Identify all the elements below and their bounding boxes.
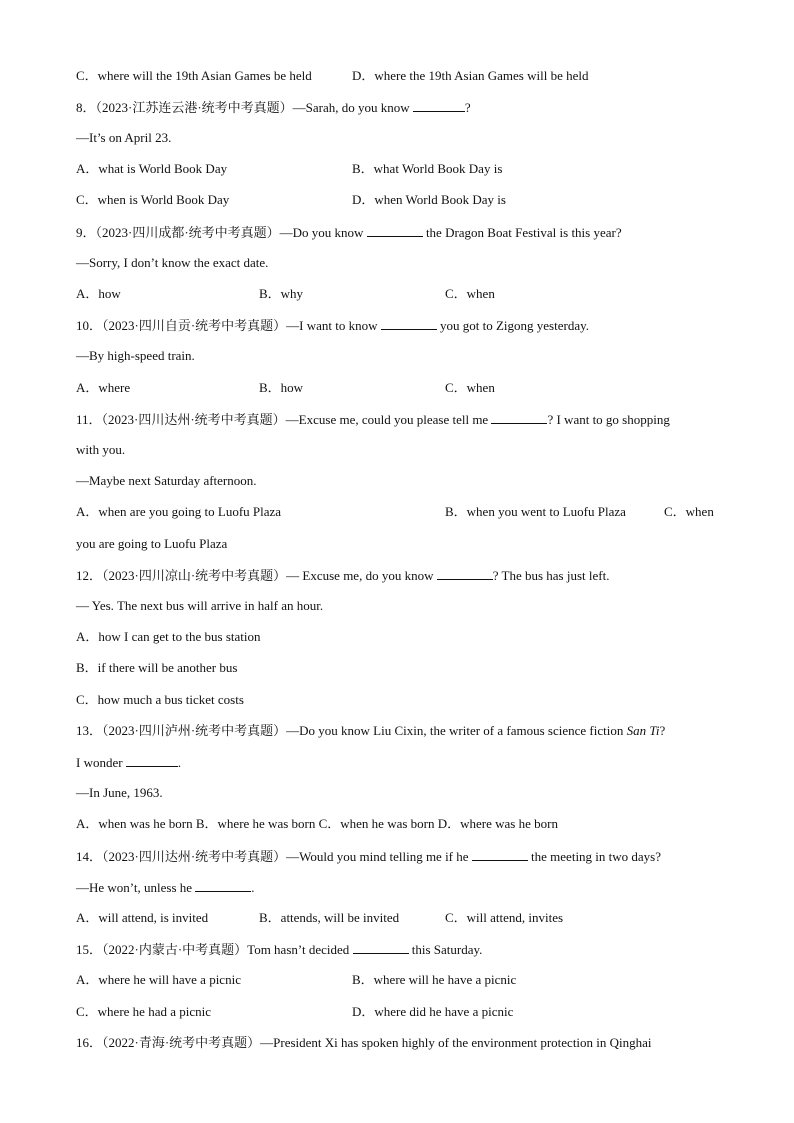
q15-stem-end: this Saturday. — [411, 942, 483, 957]
q10-blank — [381, 316, 437, 330]
q14-blank-1 — [472, 847, 528, 861]
q8-option-d: D．when World Book Day is — [352, 192, 506, 207]
q11-option-b: B．when you went to Luofu Plaza — [445, 504, 626, 519]
q8-blank — [413, 98, 465, 112]
q15-option-a: A．where he will have a picnic — [76, 972, 241, 987]
q14-blank-2 — [195, 878, 251, 892]
q15-stem — [76, 940, 482, 959]
q9-option-c: C．when — [445, 286, 495, 301]
q13-stem-cont-text: I wonder — [76, 755, 123, 770]
q8-stem-text: 8．（2023·江苏连云港·统考中考真题）—Sarah, do you know — [76, 100, 410, 115]
q10-stem-end: you got to Zigong yesterday. — [440, 318, 590, 333]
q11-option-c: C．when — [664, 504, 714, 519]
q10-stem — [76, 316, 589, 335]
q10-option-b: B．how — [259, 380, 304, 395]
q13-stem-cont-end: . — [177, 755, 182, 770]
q13-stem-cont — [76, 753, 181, 772]
q16-stem: 16．（2022·青海·统考中考真题）—President Xi has spoken highly of the environment protection in Qinghai — [76, 1035, 652, 1050]
q14-option-a: A．will attend, is invited — [76, 910, 209, 925]
q12-stem — [76, 566, 609, 585]
q8-option-a: A．what is World Book Day — [76, 161, 228, 176]
q14-stem — [76, 847, 661, 866]
q7-option-c: C．where will the 19th Asian Games be held — [76, 68, 312, 83]
q7-option-d: D．where the 19th Asian Games will be held — [352, 68, 589, 83]
q8-stem — [76, 98, 471, 117]
q15-option-d: D．where did he have a picnic — [352, 1004, 514, 1019]
q11-stem — [76, 410, 670, 429]
q9-option-b: B．why — [259, 286, 304, 301]
q11-option-a: A．when are you going to Luofu Plaza — [76, 504, 282, 519]
q10-stem-text: 10．（2023·四川自贡·统考中考真题）—I want to know — [76, 318, 378, 333]
q14-option-c: C．will attend, invites — [445, 910, 564, 925]
q14-stem-text: 14．（2023·四川达州·统考中考真题）—Would you mind telling me if he — [76, 849, 469, 864]
q13-reply: —In June, 1963. — [76, 785, 163, 800]
q13-book-title: San Ti — [626, 723, 660, 738]
q11-option-c-cont: you are going to Luofu Plaza — [76, 536, 228, 551]
q13-stem — [76, 722, 665, 740]
q11-stem-text: 11．（2023·四川达州·统考中考真题）—Excuse me, could you please tell me — [76, 412, 489, 427]
q11-blank — [491, 410, 547, 424]
q9-stem — [76, 223, 622, 242]
q11-stem-end: ? I want to go shopping — [547, 412, 670, 427]
q12-option-c: C．how much a bus ticket costs — [76, 692, 244, 707]
q13-stem-end: ? — [659, 723, 666, 738]
q12-reply: — Yes. The next bus will arrive in half an hour. — [76, 598, 324, 613]
q12-stem-end: ? The bus has just left. — [492, 568, 610, 583]
q10-option-a: A．where — [76, 380, 131, 395]
q10-reply: —By high-speed train. — [76, 348, 195, 363]
q12-option-b: B．if there will be another bus — [76, 660, 238, 675]
q13-blank — [126, 753, 178, 767]
q8-option-c: C．when is World Book Day — [76, 192, 230, 207]
q8-option-b: B．what World Book Day is — [352, 161, 503, 176]
q15-option-b: B．where will he have a picnic — [352, 972, 517, 987]
q15-blank — [353, 940, 409, 954]
q13-options: A．when was he born B．where he was born C．when he was born D．where was he born — [76, 816, 558, 831]
q10-option-c: C．when — [445, 380, 495, 395]
q14-reply-end: . — [251, 880, 255, 895]
q9-reply: —Sorry, I don’t know the exact date. — [76, 255, 269, 270]
q14-option-b: B．attends, will be invited — [259, 910, 400, 925]
q14-reply — [76, 878, 255, 897]
q11-stem-cont: with you. — [76, 442, 126, 457]
q14-stem-end: the meeting in two days? — [531, 849, 662, 864]
q8-reply: —It’s on April 23. — [76, 130, 172, 145]
q12-blank — [437, 566, 493, 580]
q8-stem-end: ? — [464, 100, 471, 115]
q13-stem-text: 13．（2023·四川泸州·统考中考真题）—Do you know Liu Cixin, the writer of a famous science fiction — [76, 723, 624, 738]
q11-reply: —Maybe next Saturday afternoon. — [76, 473, 257, 488]
q12-option-a: A．how I can get to the bus station — [76, 629, 261, 644]
q15-option-c: C．where he had a picnic — [76, 1004, 212, 1019]
q12-stem-text: 12．（2023·四川凉山·统考中考真题）— Excuse me, do you know — [76, 568, 434, 583]
q15-stem-text: 15．（2022·内蒙古·中考真题）Tom hasn’t decided — [76, 942, 350, 957]
q14-reply-text: —He won’t, unless he — [76, 880, 193, 895]
q9-option-a: A．how — [76, 286, 121, 301]
q9-blank — [367, 223, 423, 237]
q9-stem-text: 9．（2023·四川成都·统考中考真题）—Do you know — [76, 225, 364, 240]
q9-stem-end: the Dragon Boat Festival is this year? — [425, 225, 622, 240]
